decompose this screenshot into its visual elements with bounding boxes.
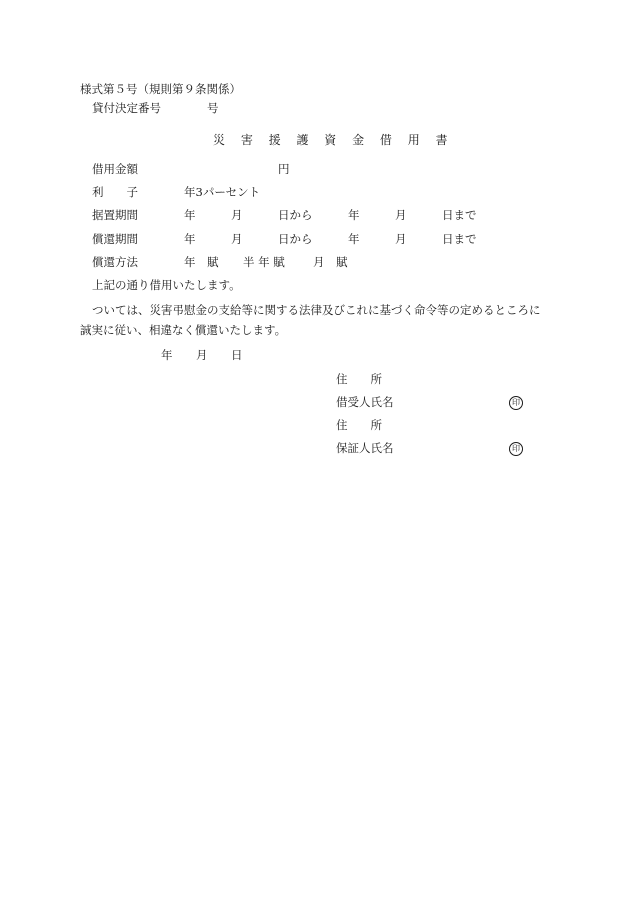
month-installment: 月 賦 xyxy=(313,255,348,269)
guarantor-address-label: 住 所 xyxy=(336,418,382,432)
borrower-name-label: 借受人氏名 xyxy=(336,395,394,409)
repayment-month-to: 月 xyxy=(395,232,407,246)
borrower-address-label: 住 所 xyxy=(336,372,382,386)
deferment-month-from: 月 xyxy=(231,208,243,222)
form-number: 様式第５号（規則第９条関係） xyxy=(80,82,241,96)
repayment-year-from: 年 xyxy=(184,232,196,246)
deferment-day-from: 日から xyxy=(278,208,313,222)
amount-label: 借用金額 xyxy=(92,162,138,176)
interest-label: 利 子 xyxy=(92,185,138,199)
year-installment: 年 賦 xyxy=(184,255,219,269)
deferment-day-to: 日まで xyxy=(442,208,477,222)
document-title: 災 害 援 護 資 金 借 用 書 xyxy=(213,133,454,147)
deferment-month-to: 月 xyxy=(395,208,407,222)
repayment-period-label: 償還期間 xyxy=(92,232,138,246)
decision-number-suffix: 号 xyxy=(207,101,219,115)
amount-unit: 円 xyxy=(278,162,290,176)
half-year-installment: 半 年 賦 xyxy=(243,255,285,269)
deferment-year-from: 年 xyxy=(184,208,196,222)
repayment-day-from: 日から xyxy=(278,232,313,246)
guarantor-seal-icon: 印 xyxy=(509,442,523,456)
guarantor-name-label: 保証人氏名 xyxy=(336,441,394,455)
repayment-day-to: 日まで xyxy=(442,232,477,246)
statement-repay: ついては、災害弔慰金の支給等に関する法律及びこれに基づく命令等の定めるところに誠実に従い、相違なく償還いたします。 xyxy=(80,303,541,337)
statement-borrow: 上記の通り借用いたします。 xyxy=(92,278,241,292)
deferment-year-to: 年 xyxy=(348,208,360,222)
decision-number-label: 貸付決定番号 xyxy=(92,101,161,115)
borrower-seal-icon: 印 xyxy=(509,396,523,410)
repayment-year-to: 年 xyxy=(348,232,360,246)
repayment-method-label: 償還方法 xyxy=(92,255,138,269)
repayment-month-from: 月 xyxy=(231,232,243,246)
deferment-label: 据置期間 xyxy=(92,208,138,222)
date-month: 月 xyxy=(196,348,208,362)
date-day: 日 xyxy=(231,348,243,362)
interest-value: 年3パーセント xyxy=(184,185,261,199)
date-year: 年 xyxy=(161,348,173,362)
